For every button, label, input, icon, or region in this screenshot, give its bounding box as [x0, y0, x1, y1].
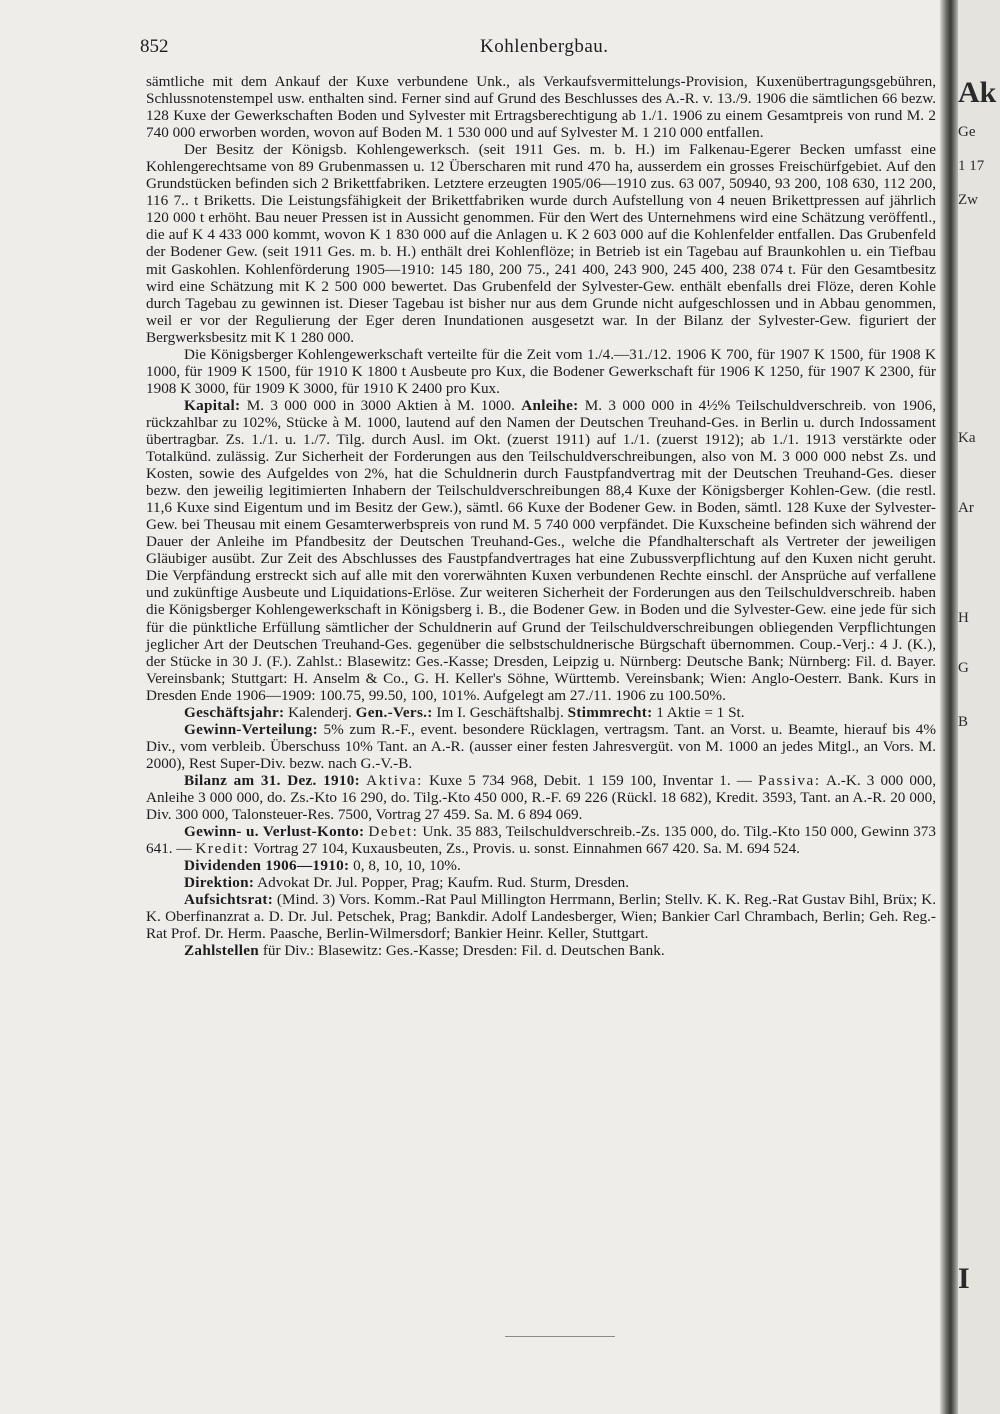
next-page-fragment: H: [958, 610, 969, 626]
paragraph-dividenden: Dividenden 1906—1910: 0, 8, 10, 10, 10%.: [184, 857, 461, 875]
paragraph-besitz: Der Besitz der Königsb. Kohlengewerksch. (seit 1911 Ges. m. b. H.) im Falkenau-Egerer Becken umfasst eine Kohlengerechtsame von 89 Grubenmassen u. 12 Überscharen mit rund 470 ha, ausserdem ein grosses Freischürfgebiet. Auf den Grundstücken befinden sich 2 Brikettfabriken. Letztere erzeugten 1905/06—1910 zus. 63 007, 50940, 93 200, 108 630, 112 200, 116 7.. t Briketts. Die Leistungsfähigkeit der Brikettfabriken wurde durch Aufstellung von 4 neuen Brikettpressen auf jährlich 120 000 t erhöht. Bau neuer Pressen ist in Aussicht genommen. Für den Wert des Unternehmens wird eine Schätzung veröffentl., die auf K 4 433 000 kommt, wovon K 1 830 000 auf die Anlagen u. K 2 603 000 auf die Kohlenfelder entfallen. Das Grubenfeld der Bodener Gew. (seit 1911 Ges. m. b. H.) enthält drei Kohlenflöze; in Betrieb ist ein Tagebau auf Braunkohlen u. ein Tiefbau mit Gaskohlen. Kohlenförderung 1905—1910: 145 180, 200 75., 241 400, 243 900, 245 400, 238 074 t. Für den Gesamtbesitz wird eine Schätzung mit K 2 500 000 bewertet. Das Grubenfeld der Sylvester-Gew. enthält ebenfalls drei Flöze, deren Kohle durch Tagebau zu gewinnen ist. Dieser Tagebau ist bisher nur aus dem Grunde nicht aufgeschlossen und in Abbau genommen, weil er vor der Regulierung der Eger deren Inundationen ausgesetzt war. In der Bilanz der Sylvester-Gew. figuriert der Bergwerksbesitz mit K 1 280 000.: [146, 141, 936, 346]
next-page-fragment: G: [958, 660, 969, 676]
paragraph-kapital: Kapital: M. 3 000 000 in 3000 Aktien à M. 1000. Anleihe: M. 3 000 000 in 4½% Teilschuldverschreib. von 1906, rückzahlbar zu 102%, Stücke à M. 1000, lautend auf den Namen der Deutschen Treuhand-Ges. in Berlin u. durch Indossament übertragbar. Zs. 1./1. u. 1./7. Tilg. durch Ausl. im Okt. (zuerst 1911) auf 1./1. (zuerst 1912); ab 1./1. 1913 verstärkte oder Totalkünd. zulässig. Zur Sicherheit der Forderungen aus den Teilschuldverschreibungen, also von M. 3 000 000 nebst Zs. und Kosten, sowie des Aufgeldes von 2%, hat die Schuldnerin durch Faustpfandvertrag mit der Deutschen Treuhand-Ges. dieser bezw. den jeweilig legitimierten Inhabern der Teilschuldverschreibungen 88,4 Kuxe der Königsberger Kohlen-Gew. (die restl. 11,6 Kuxe sind Eigentum und im Besitz der Gew.), sämtl. 66 Kuxe der Bodener Gew. in Boden, sämtl. 128 Kuxe der Sylvester-Gew. bei Theusau mit einem Gesamterwerbspreis von rund M. 5 740 000 verpfändet. Die Kuxscheine befinden sich während der Dauer der Anleihe im Pfandbesitz der Deutschen Treuhand-Ges., welche die Pfandhalterschaft als Vertreter der jeweiligen Gläubiger ausübt. Zur Zeit des Abschlusses des Faustpfandvertrages hat eine Zubussverpflichtung auf den Kuxen nicht geruht. Die Verpfändung erstreckt sich auf alle mit den vorerwähnten Kuxen verbundenen Rechte einschl. der Ansprüche auf verfallene und zukünftige Ausbeute und Liquidations-Erlöse. Zur weiteren Sicherheit der Forderungen aus den Teilschuldverschreib. haben die Königsberger Kohlengewerkschaft in Königsberg i. B., die Bodener Gew. in Boden und die Sylvester-Gew. eine jede für sich für die pünktliche Erfüllung sämtlicher der Schuldnerin auf Grund der Teilschuldverschreibungen obliegenden Verpflichtungen jeglicher Art der Deutschen Treuhand-Ges. gegenüber die selbstschuldnerische Bürgschaft übernommen. Coup.-Verj.: 4 J. (K.), der Stücke in 30 J. (F.). Zahlst.: Blasewitz: Ges.-Kasse; Dresden, Leipzig u. Nürnberg: Deutsche Bank; Nürnberg: Fil. d. Bayer. Vereinsbank; Stuttgart: H. Anselm & Co., G. H. Keller's Söhne, Württemb. Vereinsbank; Wien: Anglo-Oesterr. Bank. Kurs in Dresden Ende 1906—1909: 100.75, 99.50, 100, 101%. Aufgelegt am 27./11. 1906 zu 100.50%.: [146, 396, 936, 704]
paragraph-gewinn-verteilung: Gewinn-Verteilung: 5% zum R.-F., event. besondere Rücklagen, vertragsm. Tant. an Vorst. u. Beamte, hierauf bis 4% Div., vom verbleib. Überschuss 10% Tant. an A.-R. (ausser einer festen Jahresvergüt. von M. 1000 an jedes Mitgl., an Vors. M. 2000), Rest Super-Div. bezw. nach G.-V.-B.: [146, 720, 936, 772]
next-page-fragment: Ka: [958, 430, 976, 446]
next-page-fragment: Zw: [958, 192, 978, 208]
paragraph-zahlstellen: Zahlstellen für Div.: Blasewitz: Ges.-Kasse; Dresden: Fil. d. Deutschen Bank.: [184, 942, 665, 960]
next-page-fragment: 1 17: [958, 158, 985, 174]
next-page-edge: [958, 0, 1000, 1414]
running-title: Kohlenbergbau.: [480, 36, 609, 57]
paragraph-continuation: sämtliche mit dem Ankauf der Kuxe verbundene Unk., als Verkaufsvermittelungs-Provision, Kuxenübertragungsgebühren, Schlussnotenstempel usw. enthalten sind. Ferner sind auf Grund des Beschlusses des A.-R. v. 13./9. 1906 die sämtlichen 66 bezw. 128 Kuxe der Gewerkschaften Boden und Sylvester mit Ertragsberechtigung ab 1./1. 1906 zu einem Gesamtpreis von rund M. 2 740 000 erworben worden, wovon auf Boden M. 1 530 000 und auf Sylvester M. 1 210 000 entfallen.: [146, 73, 936, 142]
next-page-fragment: Ar: [958, 500, 974, 516]
paragraph-direktion: Direktion: Advokat Dr. Jul. Popper, Prag; Kaufm. Rud. Sturm, Dresden.: [184, 874, 630, 892]
paragraph-ausbeute: Die Königsberger Kohlengewerkschaft verteilte für die Zeit vom 1./4.—31./12. 1906 K 700, für 1907 K 1500, für 1908 K 1000, für 1909 K 1500, für 1910 K 1800 t Ausbeute pro Kux, die Bodener Gewerkschaft für 1906 K 1250, für 1907 K 2300, für 1908 K 3000, für 1909 K 3000, für 1910 K 2400 pro Kux.: [146, 345, 936, 397]
body-text: [146, 73, 936, 959]
end-rule: [505, 1336, 615, 1337]
page-header: [140, 36, 930, 60]
next-page-fragment: I: [958, 1262, 970, 1295]
paragraph-geschaeftsjahr: Geschäftsjahr: Kalenderj. Gen.-Vers.: Im I. Geschäftshalbj. Stimmrecht: 1 Aktie = 1 St.: [184, 703, 745, 721]
paragraph-gewinn-verlust: Gewinn- u. Verlust-Konto: Debet: Unk. 35 883, Teilschuldverschreib.-Zs. 135 000, do. Tilg.-Kto 150 000, Gewinn 373 641. — Kredit: Vortrag 27 104, Kuxausbeuten, Zs., Provis. u. sonst. Einnahmen 667 420. Sa. M. 694 524.: [146, 823, 936, 858]
next-page-fragment: Ge: [958, 124, 976, 140]
next-page-fragment: Ak: [958, 76, 997, 109]
page-number: 852: [140, 36, 169, 57]
paragraph-aufsichtsrat: Aufsichtsrat: (Mind. 3) Vors. Komm.-Rat Paul Millington Herrmann, Berlin; Stellv. K. K. Reg.-Rat Gustav Bihl, Brüx; K. K. Oberfinanzrat a. D. Dr. Jul. Petschek, Prag; Bankdir. Adolf Landesberger, Wien; Bankier Carl Chrambach, Berlin; Geh. Reg.-Rat Prof. Dr. Herm. Paasche, Berlin-Wilmersdorf; Bankier Heinr. Keller, Stuttgart.: [146, 891, 936, 943]
book-gutter: [940, 0, 958, 1414]
paragraph-bilanz: Bilanz am 31. Dez. 1910: Aktiva: Kuxe 5 734 968, Debit. 1 159 100, Inventar 1. — Passiva: A.-K. 3 000 000, Anleihe 3 000 000, do. Zs.-Kto 16 290, do. Tilg.-Kto 450 000, R.-F. 69 226 (Rückl. 18 682), Kredit. 3593, Tant. an A.-R. 20 000, Div. 300 000, Talonsteuer-Res. 7500, Vortrag 27 459. Sa. M. 6 894 069.: [146, 771, 936, 824]
next-page-fragment: B: [958, 714, 969, 730]
